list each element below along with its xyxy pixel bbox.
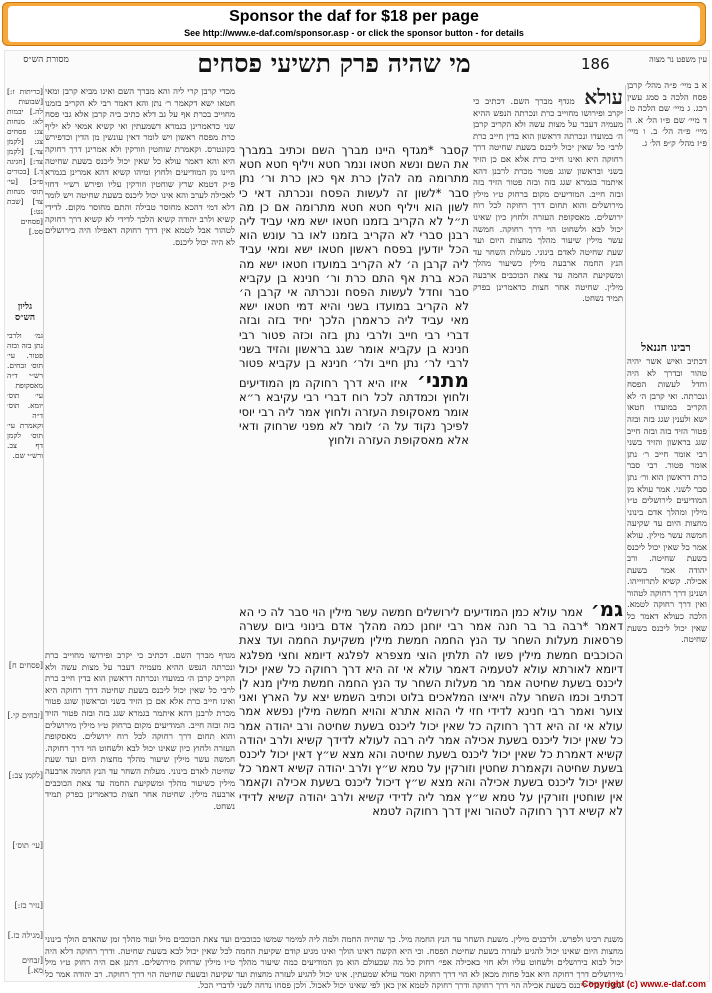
side-note-2: [זבחים קי.] xyxy=(7,711,43,720)
lower-commentary-text: מגדף מברך השם. דכתיב כי יקרב ופירושו מחוייב כרת ונכרתה הנפש ההיא מעמיה דעבר על מצות עשה ולא הקריב קרבן ה׳ במועדו ונכרתה דראשון הוא בדין חייב כרת לרבי כל שאין יכול ליכנס בשעת שחיטה דרך רחוקה היא ואינו חייב כרת אלא אם כן הזיד בשני ובראשון שוגג פטור מכרת לרבנן דהא איתמר בגמרא שגג בזה ובזה פטור הזיד בזה ובזה חייב. המודיעים מקום ברחוק ט״ו מילין מירושלים והוא תחום דרך רחוקה לכל רוח ירושלים. מאסקופת העזרה ולחוץ כיון שאינו יכול לבא ולשחוט הוי דרך רחוקה. חמשה עשר מילין שיעור מהלך מחצות היום ועד שעת שחיטה לאדם בינוני. מעלות השחר עד הנץ החמה ארבעה מילין כשיעור מהלך ומשקיעת החמה עד צאת הכוכבים ארבעה מילין. שחיטה אחר חצות כדאמרינן בפרק תמיד נשחט. xyxy=(45,651,235,812)
olah-head-word: עולא xyxy=(584,85,623,109)
main-text-column xyxy=(239,143,469,595)
rashi-text: מגדף מברך השם. דכתיב כי יקרב ופירושו מחוייב כרת ונכרתה הנפש ההיא מעמיה דעבר על מצות עשה ולא הקריב קרבן ה׳ במועדו ונכרתה דראשון הוא בדין חייב כרת לרבי כל שאין יכול ליכנס בשעת שחיטה דרך רחוקה היא ואינו חייב כרת אלא אם כן הזיד בשני ובראשון שוגג פטור מכרת לרבנן דהא איתמר בגמרא שגג בזה ובזה פטור הזיד בזה ובזה חייב. המודיעים מקום ברחוק ט״ו מילין מירושלים והוא תחום דרך רחוקה לכל רוח ירושלים. מאסקופת העזרה ולחוץ כיון שאינו יכול לבא ולשחוט הוי דרך רחוקה. חמשה עשר מילין שיעור מהלך מחצות היום ועד שעת שחיטה לאדם בינוני. מעלות השחר עד הנץ החמה ארבעה מילין כשיעור מהלך ומשקיעת החמה עד צאת הכוכבים ארבעה מילין. שחיטה אחר חצות כדאמרינן בפרק תמיד נשחט. xyxy=(473,97,623,305)
rabbeinu-chananel-heading: רבינו חננאל xyxy=(641,341,691,354)
rashi-column xyxy=(473,87,623,527)
lower-commentary-column xyxy=(45,651,235,931)
side-note-4: [עי׳ תוס׳] xyxy=(12,841,43,850)
page-header xyxy=(5,51,709,83)
gemara-head-word: גמ׳ xyxy=(590,597,624,621)
side-note-3: [לקמן צב:] xyxy=(8,771,43,780)
mishna-head-word: מתני׳ xyxy=(417,368,469,393)
page-number: 186 xyxy=(581,55,610,73)
gemara-block xyxy=(239,599,623,987)
side-note-5: [נזיר כז:] xyxy=(14,901,43,910)
gilion-column xyxy=(7,331,43,631)
rabbeinu-chananel-column xyxy=(627,357,707,977)
side-note-6: [מגילה כז.] xyxy=(7,931,43,940)
rabbeinu-chananel-text: דכתיב ואיש אשר יהיה טהור ובדרך לא היה וחדל לעשות הפסח ונכרתה. ואי קרבן ה׳ לא הקריב במועדו חטאו ישא ולענין שגג בזה ובזה פטור הזיד בזה ובזה חייב שגג בראשון והזיד בשני רבי אומר חייב ר׳ נתן אומר פטור. רבי סבר כרת דראשון הוא ור׳ נתן סבר לשני. אמר עולא מן המודיעים לירושלים ט״ו מילין ומהלך אדם בינוני מחצות היום עד שקיעה חמשה עשר מילין. עולא אמר כל שאין יכול ליכנס בשעת שחיטה. ורב יהודה אמר בשעת אכילה. קשיא לתרווייהו. ושנינן דרך רחוקה לטהור ואין דרך רחוקה לטמא. הלכה כעולא דאמר כל שאין יכול ליכנס בשעת שחיטה. xyxy=(627,357,707,646)
mesoret-column xyxy=(7,87,43,287)
bottom-commentary xyxy=(45,935,623,992)
sponsor-banner[interactable] xyxy=(2,2,706,46)
tosafot-column xyxy=(45,87,235,647)
side-note-1: [פסחים ח] xyxy=(8,661,43,670)
mesoret-hashas-label: מסורת הש״ס xyxy=(23,55,69,65)
mesoret-text: [כריתות ז:] [שבועות לה.] יבמות לא: מנחות צג: פסחים צג: [לקמן צד.] [לקמן צד:] [חגיגה ד.] [בכורים פ״ב] [עי׳ תוס׳ מנחות צד] [שבת נט:] [פסחים סט.] xyxy=(7,87,43,236)
sponsor-banner-body[interactable] xyxy=(8,6,700,42)
column-divider-left xyxy=(43,85,44,975)
column-divider-right xyxy=(625,85,626,975)
side-note-7: [זבחים מא.] xyxy=(21,956,43,975)
page-title: מי שהיה פרק תשיעי פסחים xyxy=(197,49,471,78)
gilion-heading: גליון הש״ס xyxy=(14,302,36,323)
tosafot-text: מכדי קרבן קרי ליה והא מברך השם ואינו מביא קרבן ומאי חטאו ישא דקאמר ר׳ נתן והא דאמר רבי לא הקריב בזמנו מחוייב בכרת אף על גב דלא כתיב ביה קרבן אלא גבי פסח שני כדאמרינן בגמרא דשמעתין ואי קשיא אמאי לא יליף כרת מפסח ראשון ויש לומר דאין עונשין מן הדין וכדפירש בקונטרס. וקאמרת שוחטין וזורקין ולא אמרינן דרך רחוקה היא והא דאמר עולא כל שאין יכול ליכנס בשעת שחיטה היינו מן המודיעים ולחוץ ומיהו קשיא דהא אמרינן בגמרא פ״ק דטמא שרץ שוחטין וזורקין עליו ופירש רש״י דחזי לאכילה לערב והא אינו יכול ליכנס בשעת שחיטה ויש לומר דלא דמי דהכא מחוסר טבילה והתם מחוסר מקום. לדידי קשיא ולרב יהודה קשיא הלכך לדידי לא קשיא דרך רחוקה לטהור אבל לטמא אין דרך רחוקה דאפילו היה בירושלים לא היה יכול ליכנס. xyxy=(45,87,235,248)
ein-mishpat-label: עין משפט נר מצוה xyxy=(649,55,707,64)
mishna-text: איזו היא דרך רחוקה מן המודיעים ולחוץ וכמדתה לכל רוח דברי רבי עקיבא ר״א אומר מאסקופת העזרה ולחוץ אמר ליה רבי יוסי לפיכך נקוד על ה׳ לומר לא מפני שרחוק ודאי אלא מאסקופת העזרה ולחוץ xyxy=(239,376,469,448)
gemara-text: אמר עולא כמן המודיעים לירושלים חמשה עשר מילין הוי סבר לה כי הא דאמר *רבה בר בר חנה אמר רבי יוחנן כמה מהלך אדם בינוני ביום עשרה פרסאות מעלות השחר עד הנץ החמה חמשת מילין משקיעת החמה ועד צאת הכוכבים חמשת מילין פשו לה תלתין הוצי מצפרא לפלגא דיומא וחצי מפלגא דיומא לאורתא עולא לטעמיה דאמר עולא אי זה היא דרך רחוקה כל שאין יכול ליכנס בשעת שחיטה אמר מר מעלות השחר עד הנץ החמה חמשת מילין מנא לן דכתיב וכמו השחר עלה ויאיצו המלאכים בלוט וכתיב השמש יצא על הארץ ואני צוער ואמר רבי חנינא לדידי חזי לי ההוא אתרא והויא חמשה מילין נפשא אמר עולא אי זה היא דרך רחוקה כל שאין יכול ליכנס בשעת שחיטה ורב יהודה אמר כל שאין יכול ליכנס בשעת אכילה אמר ליה רבה לעולא לדידך קשיא ולרב יהודה קשיא דאמרת כל שאין יכול ליכנס בשעת שחיטה והא מצא ש״ץ דאין יכול ליכנס בשעת שחיטה וקאמרת שחטין וזורקין על טמא ש״ץ ולרב יהודה קשיא דאמר כל שאין יכול ליכנס בשעת אכילה והא מצא ש״ץ דיכול ליכנס בשעת אכילה וקאמר אין שוחטין וזורקין על טמא ש״ץ אמר ליה לדידי קשיא ולרב יהודה קשיא לדידי לא קשיא דרך רחוקה לטהור ואין דרך רחוקה לטמא xyxy=(239,605,623,818)
bottom-commentary-text: משנת רבינו ולפרש. ולרבנים מילין. משעת השחר עד הנץ החמה מיל. כך שהייה החמה ולמה ליה למימר שמשו ככוכבים ועד צאת הכוכבים מיל ועוד מהלך זמן שהאדם הולך בינוני מחצות היום שאינו יכול להגיע לעזרה בשעת שחיטת הפסח. וכי היא הקשה דאינו הולך ואינו מגיע קודם שקיעת החמה לכל שאין יכול לבא בשעת שחיטה. ודרך רחוקה דלא היה יכול לבוא בירושלים ולשחוט עליו ולא חזי באכילה אפי׳ רחוק כל מה שבעולם הוא מן המודיעים כמה שיעור מהלך ט״ו מילין שרחוק מירושלים. דתנן אם היה רחוק ט״ו מיל מירושלים דרך רחוקה היא אבל פחות מכאן לא הוי דרך רחוקה ואמר עולא שמעתין. אינו יכול להגיע לעזרה מחצות ועד שקיעה ובשעת שחיטה הוי דרך רחוקה. רב יהודה אמר כל שאינו יכול ליכנס בשעת אכילה הוי דרך רחוקה ודרך רחוקה לטמא אין כאן לפי שאינו יכול לאכול. ולכן פסחו נדחה לשני לדברי הכל. xyxy=(45,935,623,992)
main-text-top: קסבר *מגדף היינו מברך השם וכתיב במברך את השם ונשא חטאו ונמר חטא ויליף חטא חטא מתרומה מה להלן כרת אף כאן כרת ור׳ נתן סבר *לשון זה לעשות הפסח ונכרתה דאי כי לשון הוא ויליף חטא חטא מתרומה אם כן מה ת״ל לא הקריב בזמנו חטאו ישא מאי עביד ליה רבנן סברי לא הקריב בזמנו לאו בר עונש הוא הכל יודעין בפסח ראשון חטאו ישא ומאי עביד ליה קרבן ה׳ לא הקריב במועדו חטאו ישא מה הכא ברת אף התם כרת ור׳ חנינא בן עקביא סבר וחדל לעשות הפסח ונכרתה אי קרבן ה׳ לא הקריב במועדו בשני והיא דמי חטאו ישא מאי עביד ליה כראמרן הלכך יחיד בזה ובזה דברי רבי חייב ולרבי נתן בזה וכזה פטור רבי חנינא בן עקביא אומר שגג בראשון והזיד בשני לרבי לר׳ נתן חייב ולר׳ חנינא בן עקביא פטור xyxy=(239,143,469,371)
ein-mishpat-column xyxy=(627,81,707,336)
ein-mishpat-text: א ב מיי׳ פ״ה מהל׳ קרבן פסח הלכה ב סמג עשין רכג. ג מיי׳ שם הלכה ט. ד מיי׳ שם פ״ו הל׳ א. ה מיי׳ פ״ה הל׳ ב. ו מיי׳ פ״ז מהל׳ ק״פ הל׳ ג. xyxy=(627,81,707,149)
gilion-text: גמ׳ ולרבי נתן בזה ובזה פטור. עי׳ תוס׳ זבחים. רש״י ד״ה מאסקופת עי׳ תוס׳ יומא. תוס׳ ד״ה וקאמרת עי׳ תוס׳ לקמן דף צב. ורש״י שם. xyxy=(7,331,43,460)
sponsor-title[interactable]: Sponsor the daf for $18 per page xyxy=(229,8,479,25)
copyright-link[interactable]: Copyright (c) www.e-daf.com xyxy=(581,979,706,989)
sponsor-subtitle[interactable]: See http://www.e-daf.com/sponsor.asp - or click the sponsor button - for details xyxy=(184,28,524,38)
